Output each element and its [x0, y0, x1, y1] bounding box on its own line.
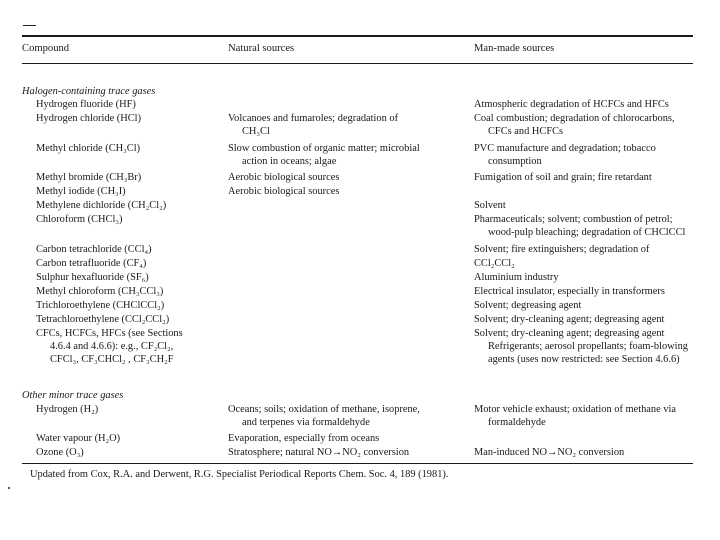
compound-cell — [36, 257, 146, 270]
cell-line: Aerobic biological sources — [228, 172, 340, 183]
cell-line: Methyl bromide (CH₃Br) — [36, 172, 142, 183]
cell-line: Evaporation, especially from oceans — [228, 433, 380, 444]
header-compound: Compound — [22, 43, 70, 54]
man-made-sources-cell — [474, 98, 669, 111]
compound-cell — [36, 98, 136, 111]
cell-line: Solvent — [474, 200, 506, 211]
cell-line: Oceans; soils; oxidation of methane, isoprene, — [228, 404, 420, 415]
man-made-sources-cell — [474, 112, 675, 138]
cell-line: Solvent; dry-cleaning agent; degreasing agent — [474, 328, 665, 339]
natural-sources-cell — [228, 171, 339, 184]
natural-sources-cell — [228, 142, 420, 168]
cell-line: Carbon tetrachloride (CCl₄) — [36, 244, 152, 255]
compound-cell — [36, 313, 169, 326]
compound-cell — [36, 185, 126, 198]
cell-line: Refrigerants; aerosol propellants; foam-blowing — [488, 341, 688, 352]
cell-line: Trichloroethylene (CHClCCl₂) — [36, 300, 165, 311]
cell-line: CFCs, HCFCs, HFCs (see Sections — [36, 328, 183, 339]
cell-line: CH₃Cl — [242, 126, 270, 137]
natural-sources-cell — [228, 112, 398, 138]
cell-line: Ozone (O₃) — [36, 447, 84, 458]
cell-line: agents (uses now restricted: see Section 4.6.6) — [488, 354, 680, 365]
compound-cell — [36, 285, 163, 298]
cell-line: CFCs and HCFCs — [488, 126, 564, 137]
cell-line: Chloroform (CHCl₃) — [36, 214, 123, 225]
compound-cell — [36, 171, 141, 184]
cell-line: Volcanoes and fumaroles; degradation of — [228, 113, 399, 124]
man-made-sources-cell — [474, 142, 656, 168]
cell-line: Electrical insulator, especially in transformers — [474, 286, 665, 297]
compound-cell — [36, 446, 84, 459]
cell-line: Hydrogen (H₂) — [36, 404, 99, 415]
cell-line: 4.6.4 and 4.6.6): e.g., CF₂Cl₂, — [50, 341, 174, 352]
header-natural-sources: Natural sources — [228, 43, 295, 54]
natural-sources-cell — [228, 185, 339, 198]
man-made-sources-cell — [474, 327, 688, 366]
compound-cell — [36, 213, 122, 226]
man-made-sources-cell — [474, 403, 676, 429]
natural-sources-cell — [228, 446, 409, 459]
cell-line: Motor vehicle exhaust; oxidation of methane via — [474, 404, 676, 415]
header-man-made-sources: Man-made sources — [474, 43, 555, 54]
cell-line: Solvent; dry-cleaning agent; degreasing agent — [474, 314, 665, 325]
cell-line: Atmospheric degradation of HCFCs and HFCs — [474, 99, 669, 110]
man-made-sources-cell — [474, 299, 581, 312]
cell-line: Carbon tetrafluoride (CF₄) — [36, 258, 147, 269]
cell-line: and terpenes via formaldehyde — [242, 417, 370, 428]
man-made-sources-cell — [474, 271, 559, 284]
compound-cell — [36, 299, 164, 312]
cell-line: CFCl₃, CF₃CHCl₂ , CF₃CH₂F — [50, 354, 174, 365]
cell-line: Solvent; fire extinguishers; degradation of — [474, 244, 650, 255]
cell-line: PVC manufacture and degradation; tobacco — [474, 143, 656, 154]
man-made-sources-cell — [474, 199, 506, 212]
cell-line: CCl₂CCl₂ — [474, 258, 515, 269]
cell-line: Hydrogen fluoride (HF) — [36, 99, 136, 110]
cell-line: Methyl iodide (CH₃I) — [36, 186, 126, 197]
man-made-sources-cell — [474, 313, 664, 326]
compound-cell — [36, 403, 98, 416]
cell-line: Methyl chloroform (CH₃CCl₃) — [36, 286, 164, 297]
section-heading — [22, 85, 155, 98]
man-made-sources-cell — [474, 171, 652, 184]
cell-line: Tetrachloroethylene (CCl₂CCl₂) — [36, 314, 170, 325]
compound-cell — [36, 142, 140, 155]
cell-line: consumption — [488, 156, 542, 167]
cell-line: Methylene dichloride (CH₂Cl₂) — [36, 200, 167, 211]
natural-sources-cell — [228, 403, 420, 429]
compound-cell — [36, 271, 149, 284]
compound-cell — [36, 112, 141, 125]
man-made-sources-cell — [474, 285, 665, 298]
cell-line: Methyl chloride (CH₃Cl) — [36, 143, 141, 154]
man-made-sources-cell — [474, 446, 624, 459]
cell-line: Hydrogen chloride (HCl) — [36, 113, 142, 124]
cell-line: Sulphur hexafluoride (SF₆) — [36, 272, 149, 283]
compound-cell — [36, 432, 120, 445]
man-made-sources-cell — [474, 243, 649, 256]
cell-line: Coal combustion; degradation of chlorocarbons, — [474, 113, 675, 124]
cell-line: Man-induced NO→NO₂ conversion — [474, 447, 625, 458]
cell-line: Aerobic biological sources — [228, 186, 340, 197]
cell-line: wood-pulp bleaching; degradation of CHClCCl — [488, 227, 686, 238]
cell-line: Other minor trace gases — [22, 390, 124, 401]
page-speck — [8, 487, 10, 489]
cell-line: Fumigation of soil and grain; fire retardant — [474, 172, 652, 183]
compound-cell — [36, 243, 152, 256]
bottom-rule — [22, 463, 693, 464]
cell-line: Water vapour (H₂O) — [36, 433, 121, 444]
cell-line: Pharmaceuticals; solvent; combustion of petrol; — [474, 214, 673, 225]
cell-line: Slow combustion of organic matter; microbial — [228, 143, 420, 154]
source-footnote: Updated from Cox, R.A. and Derwent, R.G. Specialist Periodical Reports Chem. Soc. 4, 189 (1981). — [30, 469, 449, 480]
man-made-sources-cell — [474, 257, 515, 270]
cell-line: action in oceans; algae — [242, 156, 337, 167]
natural-sources-cell — [228, 432, 379, 445]
compound-cell — [36, 199, 166, 212]
compound-cell — [36, 327, 183, 366]
cell-line: Solvent; degreasing agent — [474, 300, 582, 311]
man-made-sources-cell — [474, 213, 685, 239]
cell-line: Halogen-containing trace gases — [22, 86, 156, 97]
section-heading — [22, 389, 123, 402]
cell-line: formaldehyde — [488, 417, 546, 428]
cell-line: Aluminium industry — [474, 272, 559, 283]
cell-line: Stratosphere; natural NO→NO₂ conversion — [228, 447, 410, 458]
